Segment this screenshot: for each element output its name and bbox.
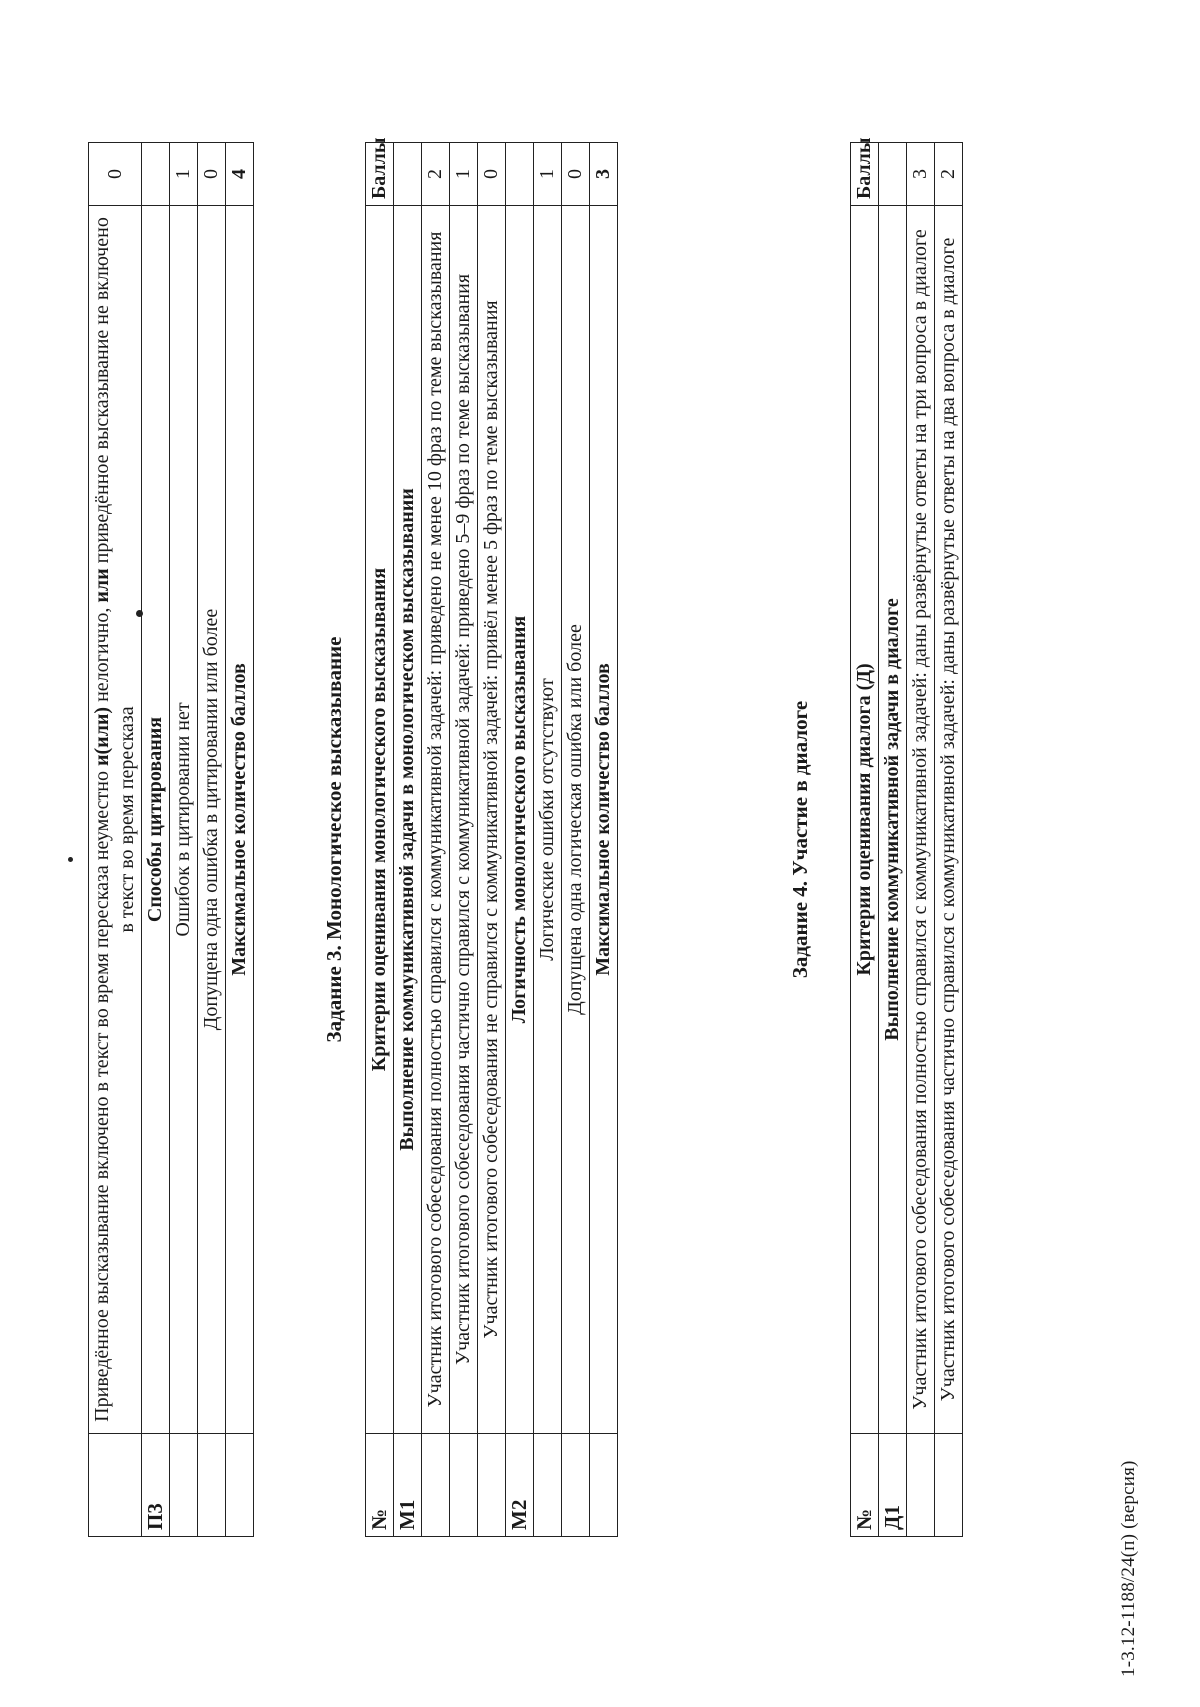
score-cell	[394, 143, 422, 206]
row-number	[590, 1434, 618, 1537]
score-cell	[142, 143, 170, 206]
table-header-row	[851, 143, 879, 1537]
row-number	[170, 1434, 198, 1537]
score-cell: 1	[450, 143, 478, 206]
criteria-heading: Выполнение коммуникативной задачи в монологическом высказывании	[394, 206, 422, 1434]
task4-title: Задание 4. Участие в диалоге	[788, 700, 812, 979]
row-number	[935, 1434, 963, 1537]
criteria-text: Участник итогового собеседования не справился с коммуникативной задачей: привёл менее 5 фраз по теме высказывания	[478, 206, 506, 1434]
table-row	[478, 143, 506, 1537]
score-cell: 0	[478, 143, 506, 206]
table-row	[935, 143, 963, 1537]
table-row	[590, 143, 618, 1537]
table-row	[89, 143, 142, 1537]
row-number	[450, 1434, 478, 1537]
max-score-value: 3	[590, 143, 618, 206]
table-row	[506, 143, 534, 1537]
score-cell	[879, 143, 907, 206]
criteria-text: Допущена одна логическая ошибка или более	[562, 206, 590, 1434]
criteria-text: Логические ошибки отсутствуют	[534, 206, 562, 1434]
header-criteria: Критерии оценивания диалога (Д)	[851, 206, 879, 1434]
criteria-heading: Логичность монологического высказывания	[506, 206, 534, 1434]
table-row	[226, 143, 254, 1537]
criteria-text: Допущена одна ошибка в цитировании или более	[198, 206, 226, 1434]
row-number: П3	[142, 1434, 170, 1537]
row-number	[907, 1434, 935, 1537]
max-score-label: Максимальное количество баллов	[226, 206, 254, 1434]
table-header-row	[366, 143, 394, 1537]
score-cell: 0	[562, 143, 590, 206]
criteria-heading: Способы цитирования	[142, 206, 170, 1434]
document-code: 1-3.12-1188/24(п) (версия)	[1118, 1460, 1139, 1677]
header-number: №	[366, 1434, 394, 1537]
row-number	[422, 1434, 450, 1537]
criteria-text: Приведённое высказывание включено в текст во время пересказа неуместно и(или) нелогично, или приведённое высказывание не включено в текст во время пересказа	[89, 206, 142, 1434]
row-number	[89, 1434, 142, 1537]
row-number	[198, 1434, 226, 1537]
table-task4	[850, 137, 963, 1537]
scan-speck	[136, 610, 143, 617]
table-row	[198, 143, 226, 1537]
row-number: Д1	[879, 1434, 907, 1537]
header-number: №	[851, 1434, 879, 1537]
row-number	[226, 1434, 254, 1537]
max-score-value: 4	[226, 143, 254, 206]
scan-speck	[68, 857, 73, 862]
score-cell	[506, 143, 534, 206]
score-cell: 2	[422, 143, 450, 206]
task3-title: Задание 3. Монологическое высказывание	[322, 636, 346, 1043]
table-row	[142, 143, 170, 1537]
table-task3	[365, 137, 618, 1537]
criteria-text: Участник итогового собеседования частично справился с коммуникативной задачей: приведено 5–9 фраз по теме высказывания	[450, 206, 478, 1434]
header-score: Баллы	[366, 143, 394, 206]
table-row	[170, 143, 198, 1537]
row-number: М1	[394, 1434, 422, 1537]
score-cell: 1	[170, 143, 198, 206]
table-row	[450, 143, 478, 1537]
score-cell: 0	[89, 143, 142, 206]
row-number	[478, 1434, 506, 1537]
score-cell: 0	[198, 143, 226, 206]
table-row	[907, 143, 935, 1537]
score-cell: 3	[907, 143, 935, 206]
max-score-label: Максимальное количество баллов	[590, 206, 618, 1434]
score-cell: 2	[935, 143, 963, 206]
criteria-heading: Выполнение коммуникативной задачи в диалоге	[879, 206, 907, 1434]
header-score: Баллы	[851, 143, 879, 206]
criteria-text: Ошибок в цитировании нет	[170, 206, 198, 1434]
score-cell: 1	[534, 143, 562, 206]
header-criteria: Критерии оценивания монологического высказывания	[366, 206, 394, 1434]
row-number	[534, 1434, 562, 1537]
table-row	[422, 143, 450, 1537]
criteria-text: Участник итогового собеседования полностью справился с коммуникативной задачей: даны развёрнутые ответы на три вопроса в диалоге	[907, 206, 935, 1434]
criteria-text: Участник итогового собеседования частично справился с коммуникативной задачей: даны развёрнутые ответы на два вопроса в диалоге	[935, 206, 963, 1434]
criteria-text: Участник итогового собеседования полностью справился с коммуникативной задачей: приведено не менее 10 фраз по теме высказывания	[422, 206, 450, 1434]
table-row	[879, 143, 907, 1537]
table-row	[534, 143, 562, 1537]
row-number: М2	[506, 1434, 534, 1537]
row-number	[562, 1434, 590, 1537]
table-row	[562, 143, 590, 1537]
table-row	[394, 143, 422, 1537]
table-p3	[88, 142, 254, 1537]
